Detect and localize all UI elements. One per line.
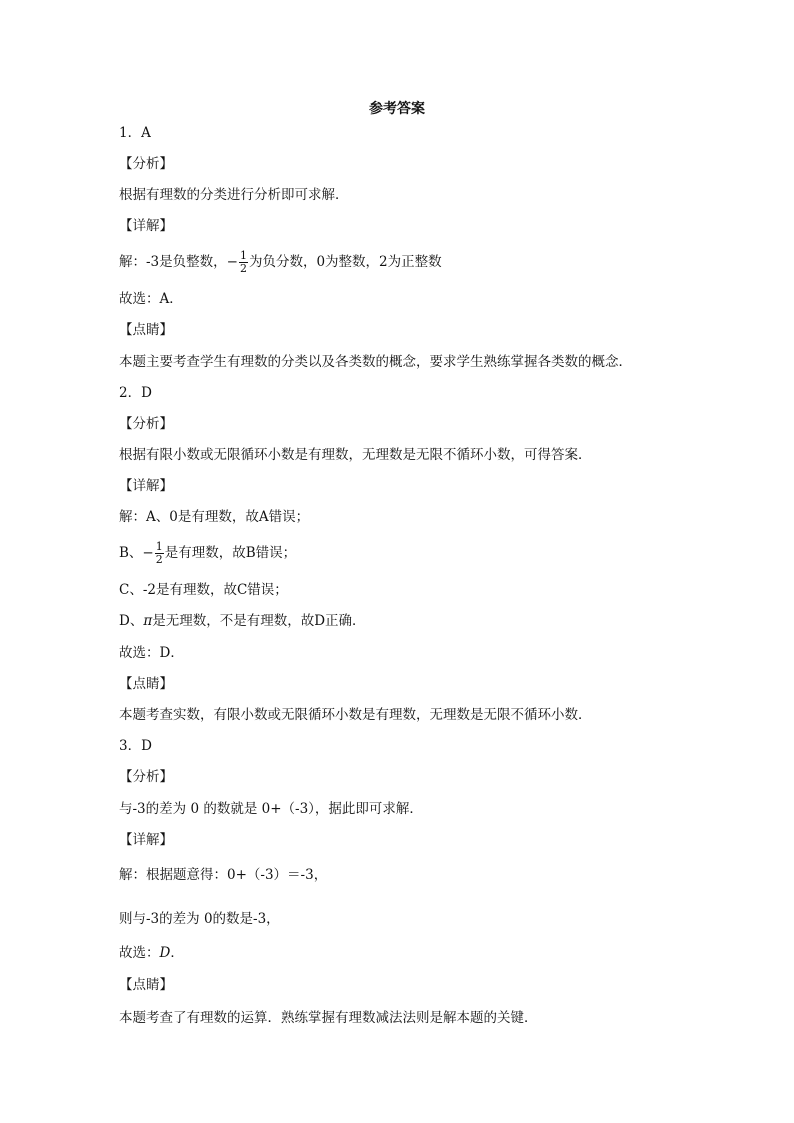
q3-choice [119,944,184,962]
q2-detail-line-a: 解：A、0是有理数，故A错误； [119,509,310,525]
q3-choice-suffix: ． [170,945,184,961]
q1-detail-part-b: 为负分数，0为整数，2为正整数 [248,254,442,270]
q2-detail-heading: 【详解】 [119,478,173,494]
q3-detail-heading: 【详解】 [119,832,173,848]
q2-choice: 故选：D． [119,645,184,661]
q2-analysis-heading: 【分析】 [119,416,173,432]
q3-choice-prefix: 故选： [119,945,160,961]
q2-comment-text: 本题考查实数，有限小数或无限循环小数是有理数，无理数是无限不循环小数． [119,707,592,723]
q1-detail-text [119,250,442,275]
q1-detail-heading: 【详解】 [119,218,173,234]
q2-minus-sign: − [142,545,154,561]
q2-analysis-text: 根据有限小数或无限循环小数是有理数，无理数是无限不循环小数，可得答案． [119,447,592,463]
q2-comment-heading: 【点睛】 [119,676,173,692]
q2-line-b-prefix: B、 [119,545,143,561]
q2-line-b-suffix: 是有理数，故B错误； [164,545,297,561]
q3-comment-text: 本题考查了有理数的运算．熟练掌握有理数减法法则是解本题的关键． [119,1010,538,1026]
q1-comment-heading: 【点睛】 [119,322,173,338]
q3-comment-heading: 【点睛】 [119,977,173,993]
q1-detail-part-a: 解：-3是负整数， [119,254,227,270]
q1-number: 1．A [119,125,151,141]
q1-minus-sign: − [226,254,238,270]
q2-line-d-prefix: D、 [119,613,144,629]
q3-choice-letter: D [159,945,171,961]
page-title: 参考答案 [369,101,425,117]
pi-symbol: π [143,613,153,629]
q2-fraction [155,541,164,566]
q1-analysis-text: 根据有理数的分类进行分析即可求解． [119,187,349,203]
q3-analysis-heading: 【分析】 [119,769,173,785]
q2-detail-line-c: C、-2是有理数，故C错误； [119,582,288,598]
q1-fraction [239,250,248,275]
q1-comment-text: 本题主要考查学生有理数的分类以及各类数的概念，要求学生熟练掌握各类数的概念． [119,354,632,370]
q2-fraction-numerator: 1 [155,540,163,553]
q2-detail-line-d [119,612,366,630]
q3-detail-line-2: 则与-3的差为 0的数是-3， [119,911,280,927]
q3-detail-line-1: 解：根据题意得：0+（-3）＝-3， [119,867,328,883]
q1-fraction-numerator: 1 [239,249,247,262]
q2-line-d-suffix: 是无理数，不是有理数，故D正确． [152,613,366,629]
q2-detail-line-b [119,541,296,566]
q1-choice: 故选：A． [119,291,183,307]
q2-fraction-denominator: 2 [155,553,163,566]
q3-number: 3．D [119,738,152,754]
q1-fraction-denominator: 2 [239,262,247,275]
q2-number: 2．D [119,385,152,401]
q1-analysis-heading: 【分析】 [119,156,173,172]
q3-analysis-text: 与-3的差为 0 的数就是 0+（-3），据此即可求解． [119,801,423,817]
